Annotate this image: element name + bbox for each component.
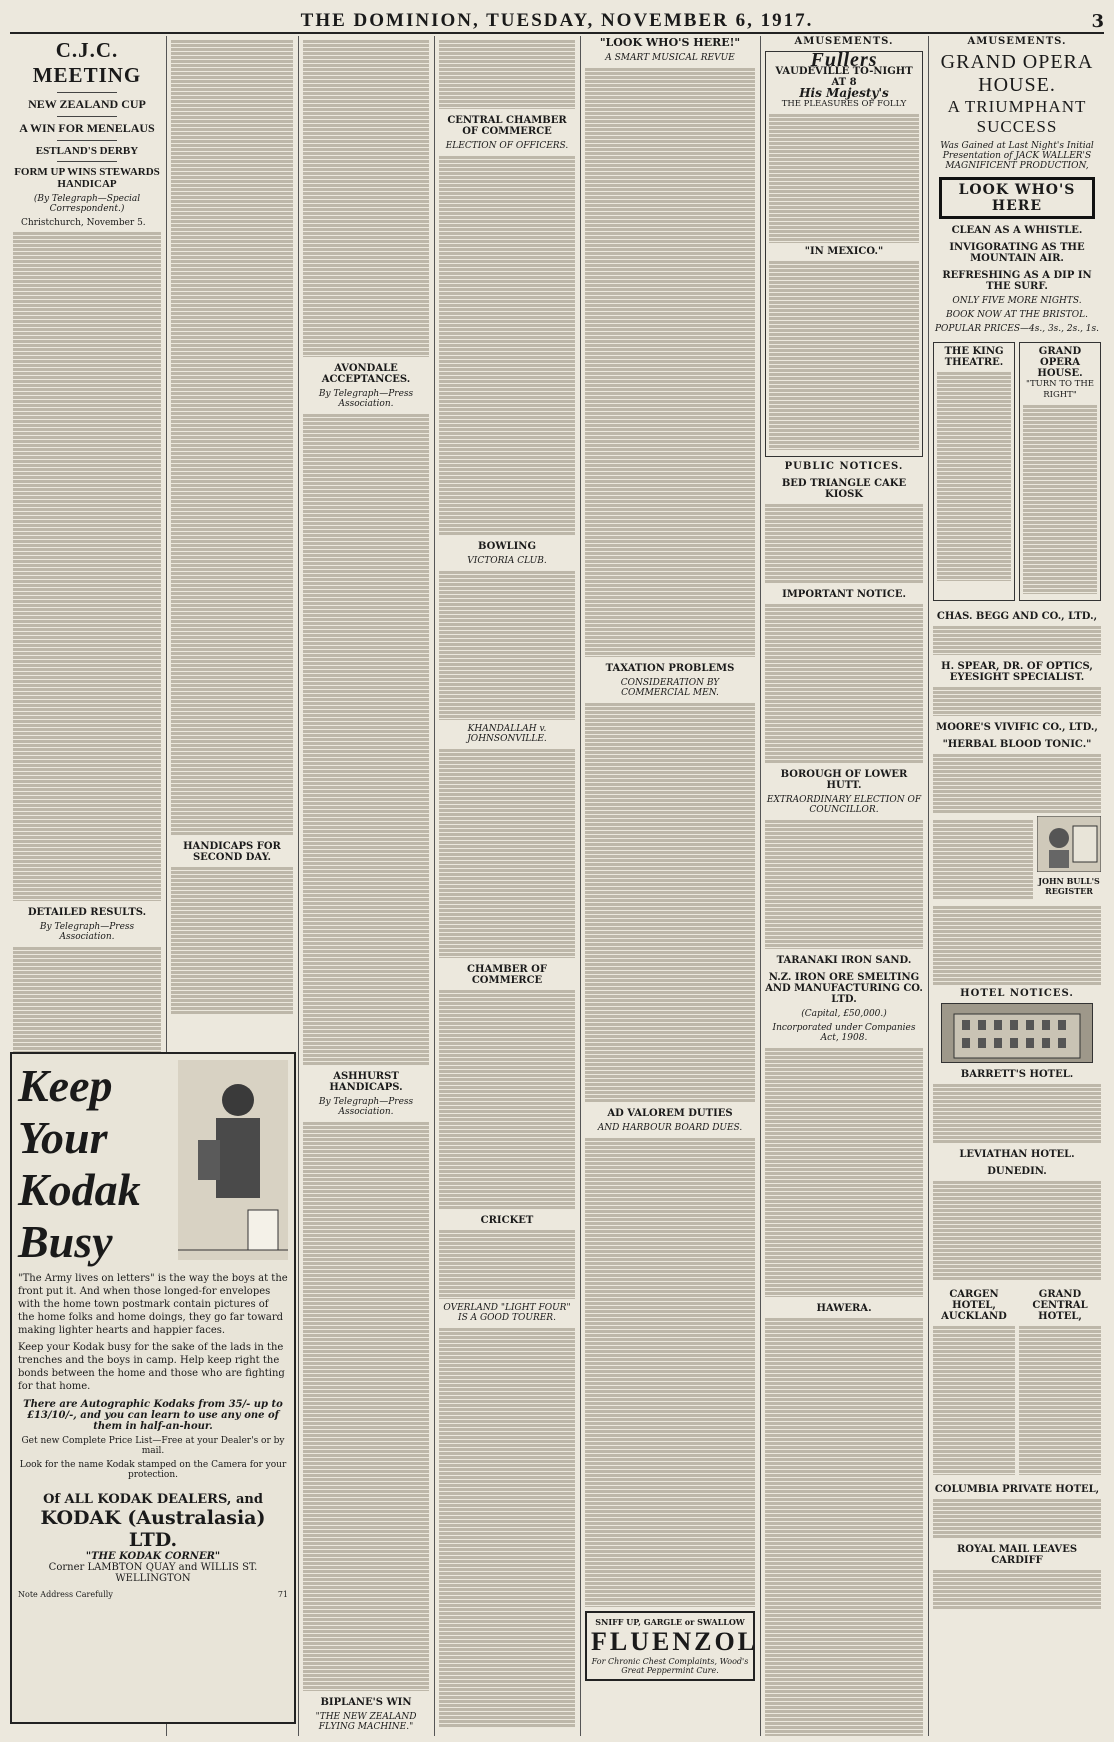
byline-avondale: By Telegraph—Press Association.	[318, 389, 414, 409]
barretts-hotel: BARRETT'S HOTEL.	[960, 1069, 1074, 1080]
section-biplane: BIPLANE'S WIN	[320, 1697, 412, 1708]
column-3	[300, 36, 432, 1736]
taranaki-iron-sand: TARANAKI IRON SAND.	[776, 955, 912, 966]
column4-top-text	[439, 39, 575, 109]
section-cricket: CRICKET	[480, 1215, 534, 1226]
grand-opera-house-title-2: GRAND OPERA HOUSE.	[1037, 346, 1083, 379]
sub-election: ELECTION OF OFFICERS.	[445, 141, 569, 151]
subhead-nz-cup: NEW ZEALAND CUP	[28, 97, 146, 111]
sub-taxation: CONSIDERATION BY COMMERCIAL MEN.	[620, 678, 720, 698]
register-text	[933, 819, 1033, 899]
fluenzol-advertisement	[585, 1611, 758, 1681]
king-theatre-ad	[933, 342, 1015, 601]
byline: (By Telegraph—Special Correspondent.)	[33, 194, 141, 214]
columbia-hotel: COLUMBIA PRIVATE HOTEL,	[934, 1484, 1100, 1495]
handicaps-text	[171, 866, 293, 1014]
kodak-headline-your: Your	[18, 1112, 108, 1163]
fluenzol-slogan: For Chronic Chest Complaints, Wood's Great Peppermint Cure.	[591, 1657, 749, 1675]
grand-central-text	[1019, 1325, 1101, 1475]
grand-opera-text	[1023, 404, 1097, 594]
kodak-catalogue: Get new Complete Price List—Free at your Dealer's or by mail.	[21, 1436, 285, 1456]
byline-press: By Telegraph—Press Association.	[39, 922, 135, 942]
sub-harbour: AND HARBOUR BOARD DUES.	[597, 1123, 743, 1133]
sub-musical-revue: A SMART MUSICAL REVUE	[605, 53, 735, 63]
column-rule	[298, 36, 299, 1736]
byline-ashhurst: By Telegraph—Press Association.	[318, 1097, 414, 1117]
avondale-text	[303, 413, 429, 1065]
bowling-text	[439, 570, 575, 720]
column-7	[930, 36, 1104, 1736]
column-6	[762, 36, 926, 1736]
john-bull-register: JOHN BULL'S REGISTER	[1038, 876, 1100, 896]
kodak-corner: "THE KODAK CORNER"	[85, 1551, 221, 1562]
hotel-ads-row	[933, 1283, 1101, 1478]
notice-extraordinary: EXTRAORDINARY ELECTION OF COUNCILLOR.	[766, 795, 922, 815]
headline-look-whos-here: "LOOK WHO'S HERE!"	[599, 36, 741, 49]
begg-text	[933, 625, 1101, 655]
spear-optics: H. SPEAR, DR. OF OPTICS, EYESIGHT SPECIALIST.	[941, 661, 1093, 683]
important-text	[765, 603, 923, 763]
king-theatre-title: THE KING THEATRE.	[944, 346, 1004, 368]
kiosk-text	[765, 503, 923, 583]
column-rule	[760, 36, 761, 1736]
subhead-menelaus: A WIN FOR MENELAUS	[19, 121, 155, 135]
chamber-commerce-text	[439, 989, 575, 1209]
moores-vivific: MOORE'S VIVIFIC CO., LTD.,	[936, 722, 1098, 733]
herbal-blood-tonic: "HERBAL BLOOD TONIC."	[942, 739, 1092, 750]
popular-prices: POPULAR PRICES—4s., 3s., 2s., 1s.	[934, 324, 1100, 334]
cricket-text	[439, 1229, 575, 1299]
hotel-notices-header: HOTEL NOTICES.	[960, 988, 1074, 999]
ad-valorem-text	[585, 1137, 755, 1607]
nz-iron-ore-company: N.Z. IRON ORE SMELTING AND MANUFACTURING CO. LTD.	[765, 972, 923, 1005]
fullers-vaudeville: VAUDEVILLE TO-NIGHT AT 8	[775, 66, 913, 88]
triumphant-success: A TRIUMPHANT SUCCESS	[947, 97, 1087, 136]
section-detailed-results: DETAILED RESULTS.	[27, 907, 147, 918]
kodak-look-for: Look for the name Kodak stamped on the Camera for your protection.	[19, 1460, 287, 1480]
racing-results-text	[171, 39, 293, 835]
kodak-price-line: There are Autographic Kodaks from 35/- up to £13/10/-, and you can learn to use any one of them in half-an-hour.	[23, 1399, 283, 1432]
section-bowling: BOWLING	[478, 541, 536, 552]
leviathan-hotel: LEVIATHAN HOTEL.	[959, 1149, 1075, 1160]
divider	[57, 140, 116, 141]
in-mexico: "IN MEXICO."	[804, 246, 884, 257]
herbal-text	[933, 753, 1101, 813]
fullers-text-2	[769, 260, 919, 450]
kodak-note: Note Address Carefully	[18, 1590, 113, 1599]
was-gained: Was Gained at Last Night's Initial Presentation of JACK WALLER'S MAGNIFICENT PRODUCTION,	[940, 141, 1094, 171]
sub-biplane: "THE NEW ZEALAND FLYING MACHINE."	[315, 1712, 417, 1732]
public-notices-header: PUBLIC NOTICES.	[784, 461, 904, 472]
column-rule	[434, 36, 435, 1736]
kodak-firm: KODAK (Australasia) LTD.	[40, 1507, 266, 1551]
dateline: Christchurch, November 5.	[21, 218, 146, 228]
chamber-text	[439, 155, 575, 535]
masthead-title: THE DOMINION, TUESDAY, NOVEMBER 6, 1917.	[300, 10, 814, 31]
kodak-headline-busy: Busy	[18, 1216, 113, 1267]
soldier-photo-illustration-icon	[178, 1060, 288, 1260]
clean-as-whistle: CLEAN AS A WHISTLE.	[951, 225, 1083, 236]
page-number: 3	[1091, 11, 1104, 32]
column-rule	[928, 36, 929, 1736]
column-4	[436, 36, 578, 1736]
subhead-form-up: FORM UP WINS STEWARDS HANDICAP	[14, 166, 160, 190]
ads-header-amusements-2: AMUSEMENTS.	[967, 36, 1067, 47]
masthead	[10, 6, 1104, 34]
hotel-building-illustration-icon	[941, 1003, 1093, 1063]
refreshing: REFRESHING AS A DIP IN THE SURF.	[942, 270, 1092, 292]
kodak-dealers: Of ALL KODAK DEALERS, and	[43, 1492, 263, 1507]
kodak-advertisement	[10, 1046, 296, 1724]
article-text-cjc	[13, 231, 161, 901]
look-whos-here-banner: LOOK WHO'S HERE	[939, 177, 1095, 219]
his-majestys: His Majesty's	[799, 86, 889, 100]
cargen-hotel: CARGEN HOTEL, AUCKLAND	[941, 1289, 1007, 1322]
theatre-ads-row	[933, 338, 1101, 605]
begg-and-co: CHAS. BEGG AND CO., LTD.,	[936, 611, 1098, 622]
royal-mail-text	[933, 1569, 1101, 1609]
column-rule	[580, 36, 581, 1736]
racing-text-continued	[303, 39, 429, 357]
spear-text	[933, 686, 1101, 716]
book-now: BOOK NOW AT THE BRISTOL.	[946, 310, 1088, 320]
king-theatre-text	[937, 371, 1011, 581]
fluenzol-brand: FLUENZOL	[591, 1627, 758, 1656]
sub-overland: OVERLAND "LIGHT FOUR" IS A GOOD TOURER.	[443, 1303, 571, 1323]
section-ashhurst: ASHHURST HANDICAPS.	[329, 1071, 403, 1093]
leviathan-text	[933, 1180, 1101, 1280]
section-avondale: AVONDALE ACCEPTANCES.	[321, 363, 411, 385]
grand-opera-house-ad-2	[1019, 342, 1101, 601]
grand-opera-house: GRAND OPERA HOUSE.	[940, 51, 1094, 96]
fullers-logo: Fullers	[810, 49, 878, 71]
company-prospectus-text	[765, 1047, 923, 1297]
columbia-text	[933, 1498, 1101, 1538]
company-incorporated: Incorporated under Companies Act, 1908.	[772, 1023, 916, 1043]
headline-cjc-meeting: C.J.C. MEETING	[32, 38, 142, 87]
revue-text	[585, 67, 755, 657]
leviathan-dunedin: DUNEDIN.	[987, 1166, 1047, 1177]
section-ad-valorem: AD VALOREM DUTIES	[607, 1108, 733, 1119]
columns	[10, 36, 1104, 1736]
hawera-text	[765, 1317, 923, 1736]
register-body-text	[933, 905, 1101, 985]
lower-hutt-text	[765, 819, 923, 949]
kodak-address: Corner LAMBTON QUAY and WILLIS ST. WELLINGTON	[48, 1562, 258, 1584]
section-handicaps-second-day: HANDICAPS FOR SECOND DAY.	[183, 841, 281, 863]
section-central-chamber: CENTRAL CHAMBER OF COMMERCE	[447, 115, 567, 137]
ashhurst-text	[303, 1121, 429, 1691]
subhead-estland: ESTLAND'S DERBY	[35, 145, 139, 157]
sub-victoria: VICTORIA CLUB.	[467, 556, 547, 566]
only-five-nights: ONLY FIVE MORE NIGHTS.	[952, 296, 1082, 306]
overland-text	[439, 1327, 575, 1727]
taxation-text	[585, 702, 755, 1102]
company-capital: (Capital, £50,000.)	[801, 1009, 887, 1019]
notice-lower-hutt: BOROUGH OF LOWER HUTT.	[780, 769, 908, 791]
kodak-headline-keep: Keep	[18, 1060, 113, 1111]
invigorating: INVIGORATING AS THE MOUNTAIN AIR.	[949, 242, 1085, 264]
turn-to-the-right: "TURN TO THE RIGHT"	[1026, 379, 1094, 400]
notice-important: IMPORTANT NOTICE.	[782, 589, 906, 600]
fluenzol-tagline: SNIFF UP, GARGLE or SWALLOW	[595, 1617, 745, 1627]
hawera: HAWERA.	[816, 1303, 872, 1314]
barretts-text	[933, 1083, 1101, 1143]
results-text	[13, 946, 161, 1056]
kodak-quote: "The Army lives on letters" is the way the boys at the front put it. And when those longed-for envelopes with the home town postmark contain pictures of the home folks and home doings, they go far toward making lighter hearts and happier faces.	[18, 1273, 288, 1336]
john-bull-illustration-icon	[1037, 816, 1101, 872]
register-block	[1037, 816, 1101, 902]
sub-khandallah: KHANDALLAH v. JOHNSONVILLE.	[467, 724, 547, 744]
cargen-text	[933, 1325, 1015, 1475]
kodak-headline-kodak: Kodak	[18, 1164, 141, 1215]
grand-central-hotel: GRAND CENTRAL HOTEL,	[1032, 1289, 1088, 1322]
fullers-text	[769, 113, 919, 243]
notice-kiosk: BED TRIANGLE CAKE KIOSK	[781, 478, 907, 500]
section-taxation: TAXATION PROBLEMS	[605, 663, 735, 674]
kodak-body: Keep your Kodak busy for the sake of the lads in the trenches and the boys in camp. Help keep right the bonds between the home and those who are fighting for that home.	[18, 1342, 285, 1392]
divider	[57, 116, 116, 117]
fullers-ad	[765, 51, 923, 457]
column-5	[582, 36, 758, 1736]
divider	[57, 161, 116, 162]
kodak-ad-number: 71	[277, 1590, 288, 1599]
section-chamber-commerce: CHAMBER OF COMMERCE	[467, 964, 547, 986]
register-ad	[933, 816, 1101, 902]
royal-mail: ROYAL MAIL LEAVES CARDIFF	[956, 1544, 1078, 1566]
divider	[57, 92, 116, 93]
khandallah-text	[439, 748, 575, 958]
pleasures-of-folly: THE PLEASURES OF FOLLY	[781, 99, 907, 109]
ads-header-amusements: AMUSEMENTS.	[794, 36, 894, 47]
